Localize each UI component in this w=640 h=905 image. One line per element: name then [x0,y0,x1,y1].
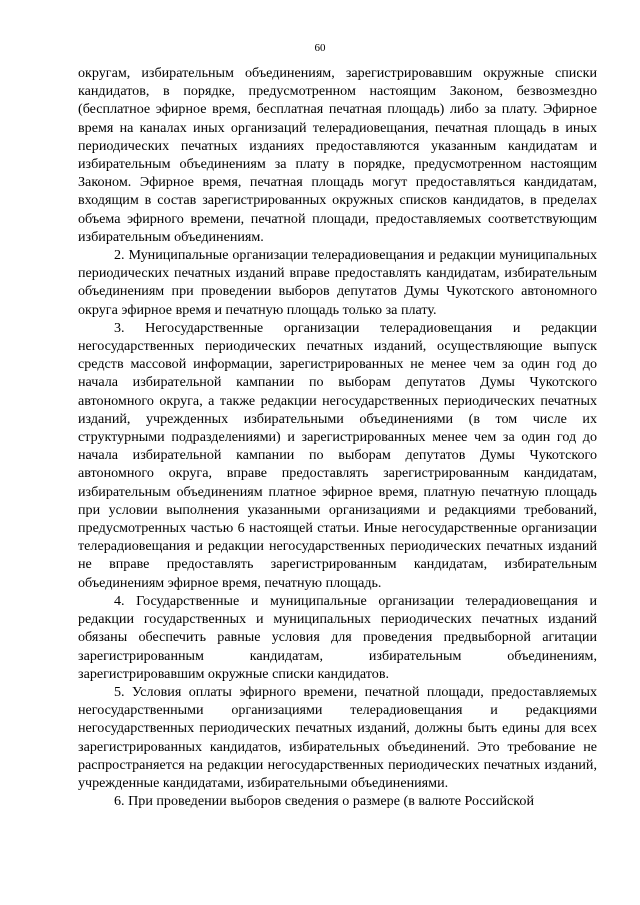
page-number: 60 [314,42,326,54]
paragraph-5: 5. Условия оплаты эфирного времени, печатной площади, предоставляемых негосударственными организациями телерадиовещания и редакциями негосударственных периодических печатных изданий, должны быть едины для всех зарегистрированных кандидатов, избирательных объединений. Это требование не распространяется на редакции негосударственных периодических печатных изданий, учрежденные кандидатами, избирательными объединениями. [78,683,597,791]
paragraph-continuation: округам, избирательным объединениям, зарегистрировавшим окружные списки кандидатов, в порядке, предусмотренном настоящим Законом, безвозмездно (бесплатное эфирное время, бесплатная печатная площадь) либо за плату. Эфирное время на каналах иных организаций телерадиовещания, печатная площадь в иных периодических печатных изданиях предоставляются указанным кандидатам и избирательным объединениям за плату в порядке, предусмотренном настоящим Законом. Эфирное время, печатная площадь могут предоставляться кандидатам, входящим в состав зарегистрированных окружных списков кандидатов, в пределах объема эфирного времени, печатной площади, предоставляемых соответствующим избирательным объединениям. [78,65,597,245]
paragraph-3: 3. Негосударственные организации телерадиовещания и редакции негосударственных периодических печатных изданий, осуществляющие выпуск средств массовой информации, зарегистрированных не менее чем за один год до начала избирательной кампании по выборам депутатов Думы Чукотского автономного округа, а также редакции негосударственных периодических печатных изданий, учрежденных избирательными объединениями (в том числе их структурными подразделениями) и зарегистрированных менее чем за один год до начала избирательной кампании по выборам депутатов Думы Чукотского автономного округа, вправе предоставлять зарегистрированным кандидатам, избирательным объединениям платное эфирное время, платную печатную площадь при условии выполнения указанными организациями и редакциями требований, предусмотренных частью 6 настоящей статьи. Иные негосударственные организации телерадиовещания и редакции негосударственных периодических печатных изданий не вправе предоставлять зарегистрированным кандидатам, избирательным объединениям эфирное время, печатную площадь. [78,319,597,591]
paragraph-6: 6. При проведении выборов сведения о размере (в валюте Российской [114,793,534,810]
paragraph-2: 2. Муниципальные организации телерадиовещания и редакции муниципальных периодических печатных изданий вправе предоставлять кандидатам, избирательным объединениям при проведении выборов депутатов Думы Чукотского автономного округа эфирное время и печатную площадь только за плату. [78,247,597,318]
document-body [78,64,597,810]
paragraph-4: 4. Государственные и муниципальные организации телерадиовещания и редакции государственных и муниципальных периодических печатных изданий обязаны обеспечить равные условия для проведения предвыборной агитации зарегистрированным кандидатам, избирательным объединениям, зарегистрировавшим окружные списки кандидатов. [78,592,597,682]
